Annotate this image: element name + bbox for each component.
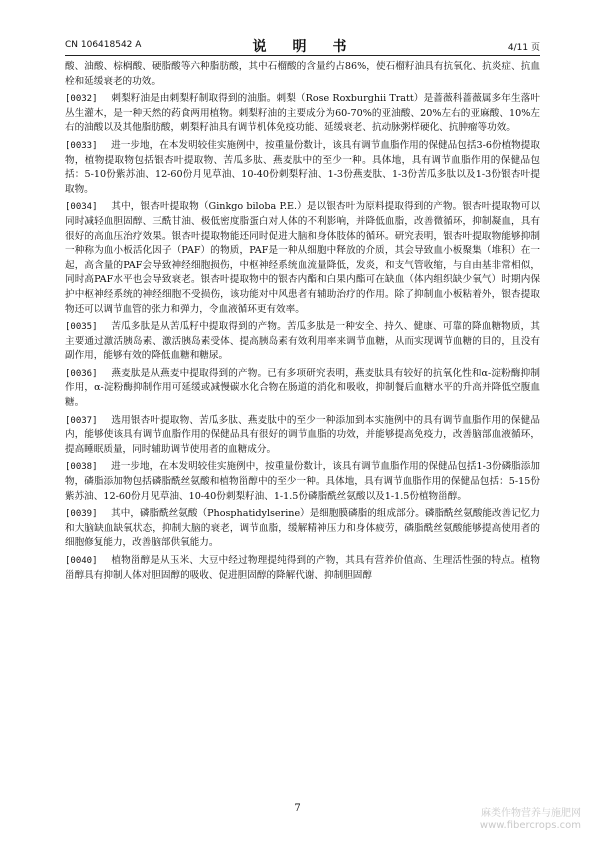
paragraph: [65, 139, 540, 197]
paragraph-number: [0033]: [65, 140, 98, 151]
patent-number: CN 106418542 A: [65, 40, 142, 50]
paragraph: [65, 320, 540, 364]
paragraph: [65, 414, 540, 458]
paragraph: [65, 460, 540, 504]
paragraph-text: 其中，磷脂酰丝氨酸（Phosphatidylserine）是细胞膜磷脂的组成部分。磷脂酰丝氨酸能改善记忆力和大脑缺血缺氧状态，抑制大脑的衰老，调节血脂，缓解精神压力和身体疲劳，磷脂酰丝氨酸能够提高使用者的细胞修复能力，改善脑部供氧能力。: [65, 508, 541, 549]
paragraph-text: 选用银杏叶提取物、苦瓜多肽、燕麦肽中的至少一种添加到本实施例中的具有调节血脂作用的保健品内，能够使该具有调节血脂作用的保健品具有很好的调节血脂的功效，并能够提高免疫力，改善脑部血液循环，提高睡眠质量，同时辅助调节使用者的血糖成分。: [65, 414, 541, 455]
paragraph-number: [0034]: [65, 202, 98, 213]
paragraph-number: [0036]: [65, 368, 98, 379]
paragraph-text: 进一步地，在本发明较佳实施例中，按重量份数计，该具有调节血脂作用的保健品包括1-3份磷脂添加物，磷脂添加物包括磷脂酰丝氨酸和植物甾醇中的至少一种。具体地，具有调节血脂作用的保健品包括：5-15份紫苏油、12-60份月见草油、10-40份刺梨籽油、1-1.5份磷脂酰丝氨酸以及1-1.5份植物甾醇。: [65, 461, 541, 502]
page-info: 4/11 页: [507, 43, 540, 53]
header-rule: [65, 55, 540, 56]
paragraph-text: 进一步地，在本发明较佳实施例中，按重量份数计，该具有调节血脂作用的保健品包括3-6份植物提取物，植物提取物包括银杏叶提取物、苦瓜多肽、燕麦肽中的至少一种。具体地，具有调节血脂作用的保健品包括：5-10份紫苏油、12-60份月见草油、10-40份刺梨籽油、1-3份燕麦肽、1-3份苦瓜多肽以及1-3份银杏叶提取物。: [65, 139, 541, 195]
document-title: 说 明 书: [252, 39, 353, 55]
paragraph: [65, 200, 540, 317]
paragraph: [65, 92, 540, 136]
paragraph-number: [0038]: [65, 462, 98, 473]
paragraph-text: 苦瓜多肽是从苦瓜籽中提取得到的产物。苦瓜多肽是一种安全、持久、健康、可靠的降血糖物质，其主要通过激活胰岛素、激活胰岛素受体、提高胰岛素有效利用率来调节血糖，从而实现调节血糖的目的，且没有副作用，能够有效的降低血糖和糖尿。: [65, 321, 541, 362]
site-watermark: [480, 808, 581, 832]
paragraph-text: 燕麦肽是从燕麦中提取得到的产物。已有多项研究表明，燕麦肽具有较好的抗氧化性和α-淀粉酶抑制作用，α-淀粉酶抑制作用可延缓或减慢碳水化合物在肠道的消化和吸收，抑制餐后血糖水平的升高并降低空腹血糖。: [65, 367, 540, 409]
paragraph-text: 植物甾醇是从玉米、大豆中经过物理提纯得到的产物，其具有营养价值高、生理活性强的特点。植物甾醇具有抑制人体对胆固醇的吸收、促进胆固醇的降解代谢、抑制胆固醇: [65, 555, 541, 581]
document-body: [65, 60, 540, 583]
paragraph-text: 其中，银杏叶提取物（Ginkgo biloba P.E.）是以银杏叶为原料提取得到的产物。银杏叶提取物可以同时减轻血胆固醇、三酰甘油、极低密度脂蛋白对人体的不利影响，并降低血脂，改善微循环，抑制凝血，具有很好的高血压治疗效果。银杏叶提取物能还同时促进大脑和身体肢体的循环。研究表明，银杏叶提取物能够抑制一种称为血小板活化因子（PAF）的物质，PAF是一种从细胞中释放的介质，其会导致血小板聚集（堆积）在一起，高含量的PAF会导致神经细胞损伤，中枢神经系统血流量降低，发炎，和支气管收缩，与自由基非常相似，同时高PAF水平也会导致衰老。银杏叶提取物中的银杏内酯和白果内酯可在缺血（体内组织缺少氧气）时期内保护中枢神经系统的神经细胞不受损伤，该功能对中风患者有辅助治疗的作用。除了抑制血小板粘着外，银杏提取物还可以调节血管的张力和弹力，令血液循环更有效率。: [65, 201, 540, 315]
paragraph-number: [0037]: [65, 415, 98, 426]
paragraph: [65, 554, 540, 583]
page-number: 7: [294, 803, 301, 814]
paragraph-number: [0035]: [65, 322, 98, 333]
watermark-line1: 麻类作物营养与施肥网: [481, 808, 581, 819]
paragraph-text: 刺梨籽油是由刺梨籽制取得到的油脂。刺梨（Rose Roxburghii Tratt）是蔷薇科蔷薇属多年生落叶丛生灌木，是一种天然的药食两用植物。刺梨籽油的主要成分为60-70%的亚油酸、20%左右的亚麻酸、10%左右的油酸以及其他脂肪酸，刺梨籽油具有调节机体免疫功能、延缓衰老、抗动脉粥样硬化、抗肿瘤等功效。: [65, 93, 541, 134]
paragraph-list: [65, 92, 540, 583]
page-header: [65, 36, 540, 54]
paragraph: [65, 367, 540, 411]
watermark-url: www.fibercrops.com: [479, 820, 581, 831]
paragraph-number: [0032]: [65, 94, 98, 105]
paragraph-number: [0039]: [65, 509, 98, 520]
lead-paragraph: 酸、油酸、棕榈酸、硬脂酸等六种脂肪酸，其中石榴酸的含量约占86%，使石榴籽油具有抗氧化、抗炎症、抗血栓和延缓衰老的功效。: [65, 61, 540, 87]
paragraph: [65, 507, 540, 551]
paragraph-number: [0040]: [65, 556, 98, 566]
